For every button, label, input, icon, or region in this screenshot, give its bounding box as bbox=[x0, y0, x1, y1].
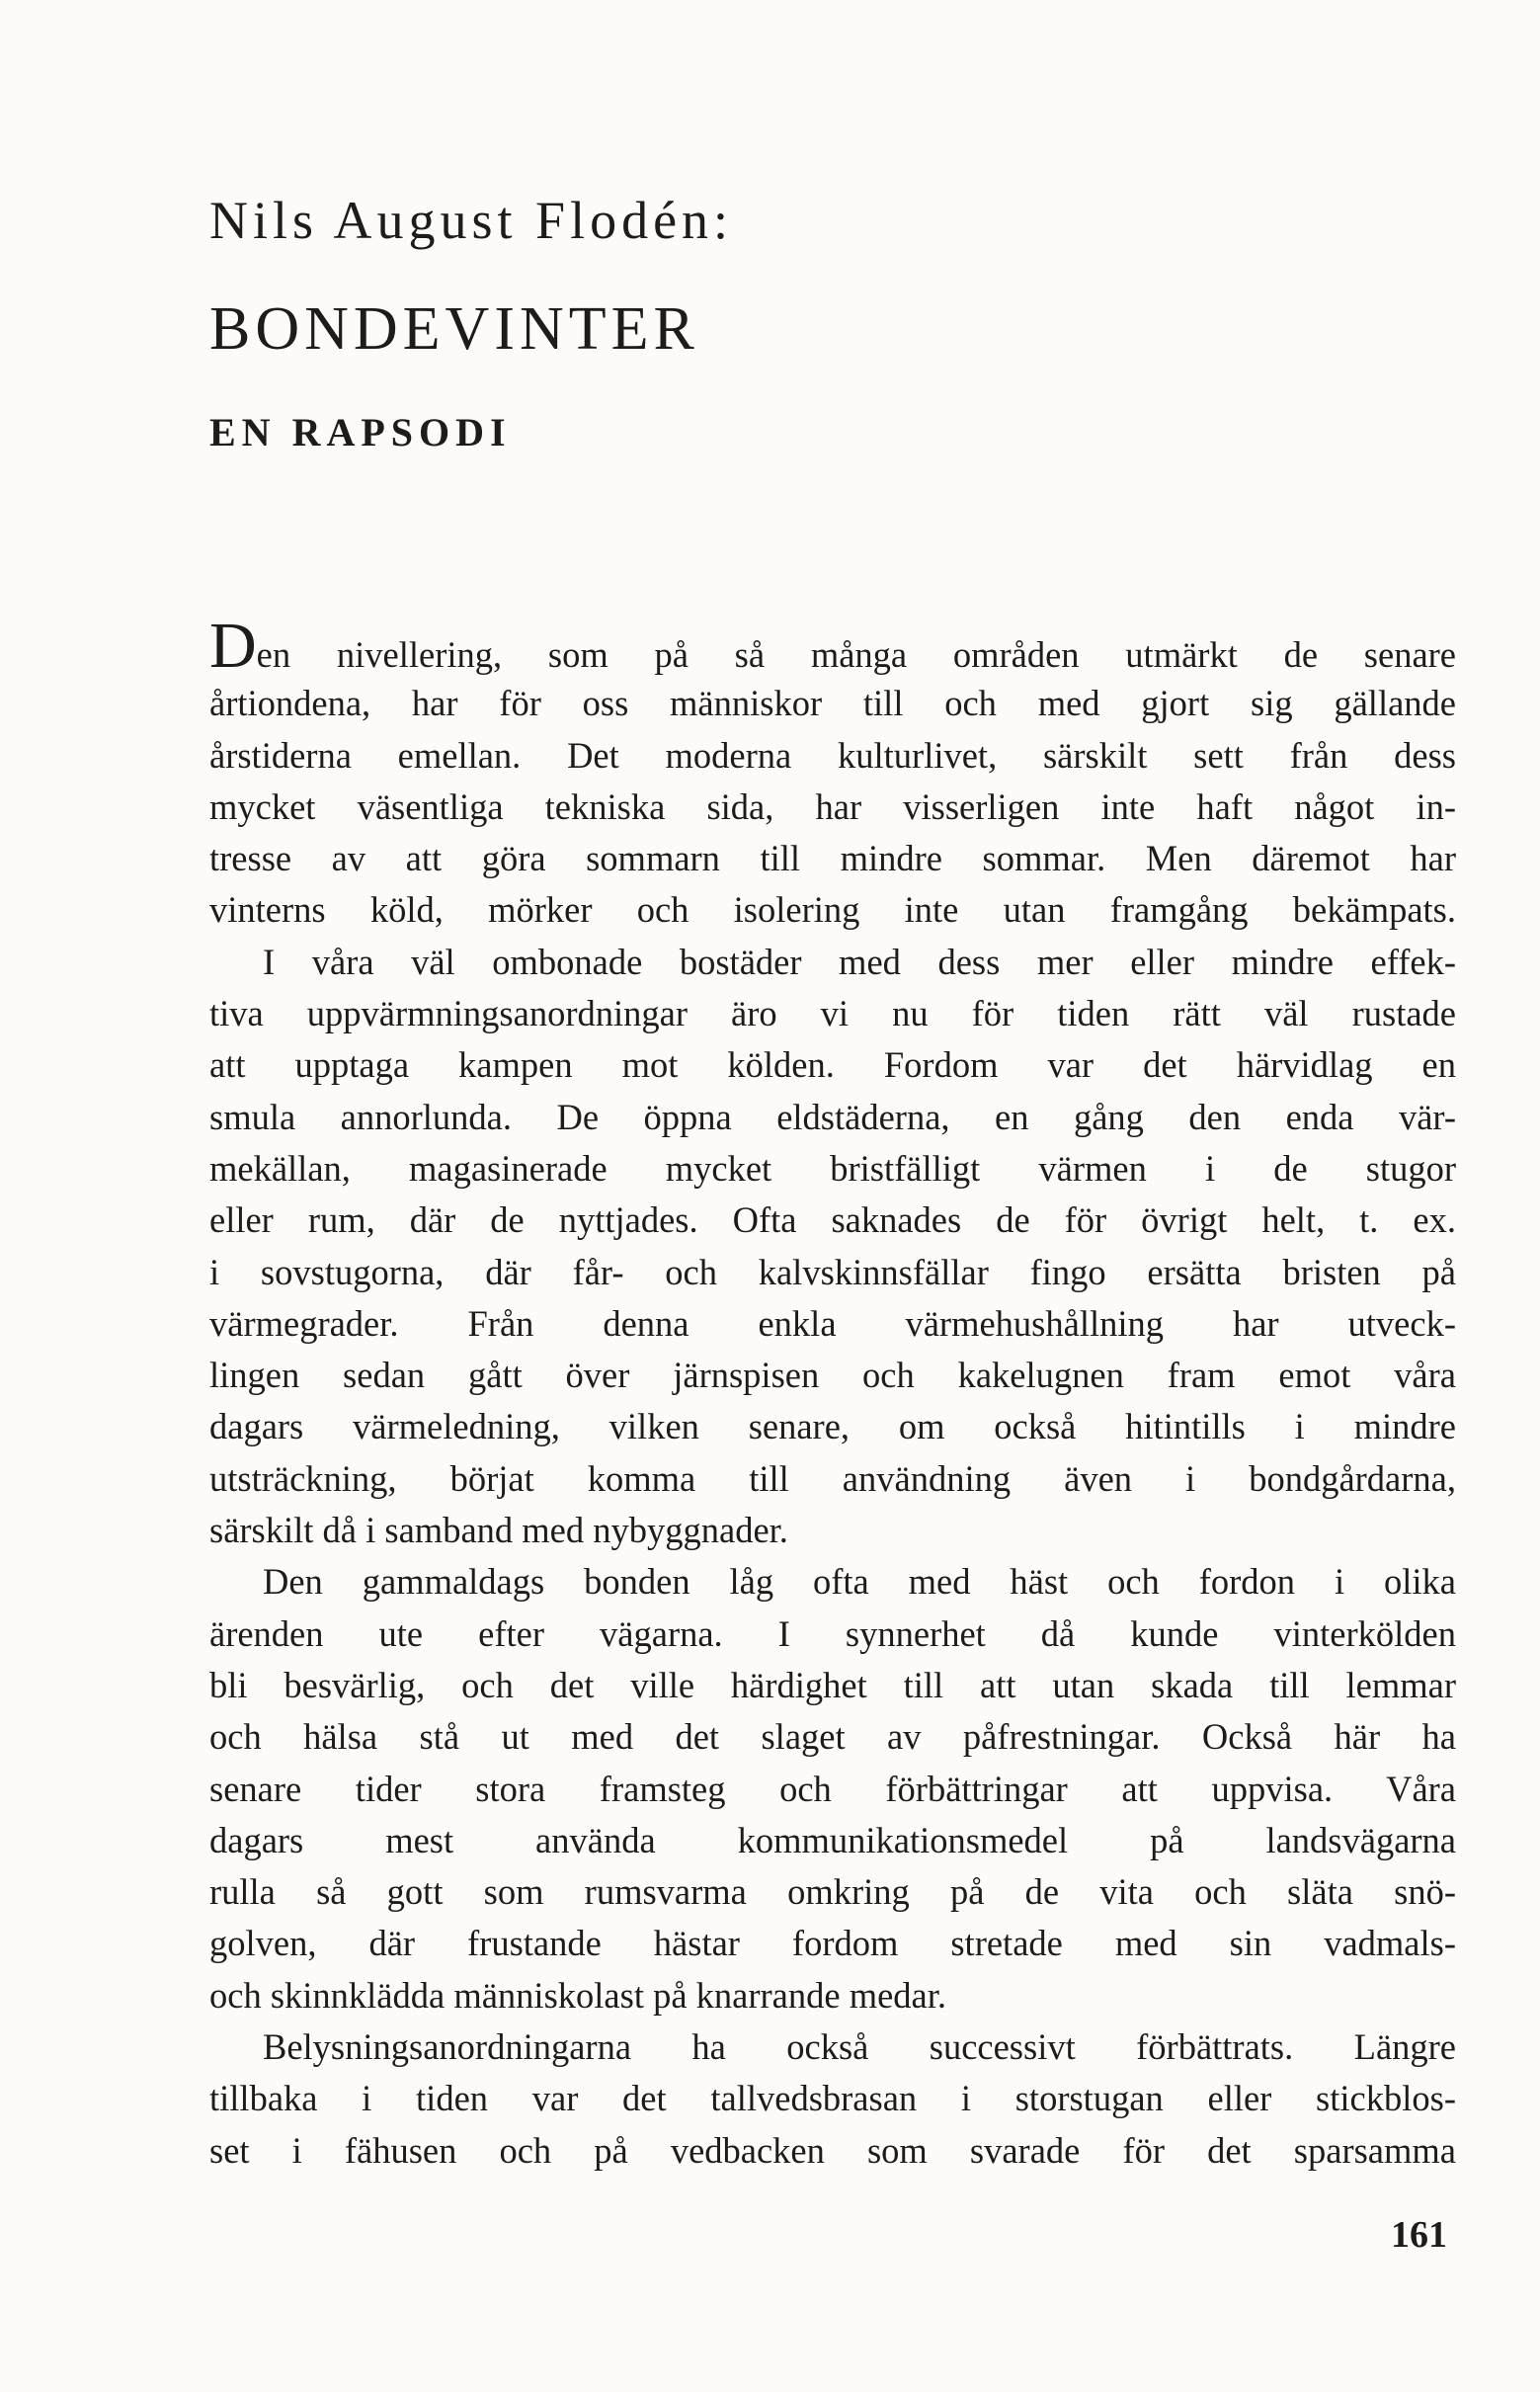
text-line: dagars värmeledning, vilken senare, om också hitintills i mindre bbox=[209, 1406, 1456, 1447]
body-text bbox=[209, 610, 1456, 2177]
text-line: särskilt då i samband med nybyggnader. bbox=[209, 1510, 788, 1551]
text-line: smula annorlunda. De öppna eldstäderna, en gång den enda vär- bbox=[209, 1096, 1456, 1137]
text-line: bli besvärlig, och det ville härdighet till att utan skada till lemmar bbox=[209, 1664, 1456, 1705]
text-line: tillbaka i tiden var det tallvedsbrasan i storstugan eller stickblos- bbox=[209, 2078, 1456, 2119]
page-number: 161 bbox=[1391, 2214, 1447, 2256]
chapter-title: BONDEVINTER bbox=[209, 295, 699, 363]
text-line: värmegrader. Från denna enkla värmehushållning har utveck- bbox=[209, 1302, 1456, 1344]
text-line: och skinnklädda människolast på knarrande medar. bbox=[209, 1974, 947, 2016]
text-line: senare tider stora framsteg och förbättringar att uppvisa. Våra bbox=[209, 1768, 1456, 1809]
text-line-content: en nivellering, som på så många områden utmärkt de senare bbox=[256, 634, 1456, 675]
text-line: att upptaga kampen mot kölden. Fordom var det härvidlag en bbox=[209, 1044, 1456, 1086]
text-line: årtiondena, har för oss människor till och med gjort sig gällande bbox=[209, 683, 1456, 724]
text-line: utsträckning, börjat komma till användning även i bondgårdarna, bbox=[209, 1457, 1456, 1499]
drop-cap: D bbox=[209, 610, 257, 682]
text-line: rulla så gott som rumsvarma omkring på de vita och släta snö- bbox=[209, 1871, 1456, 1913]
text-line: set i fähusen och på vedbacken som svarade för det sparsamma bbox=[209, 2129, 1456, 2171]
text-line: tiva uppvärmningsanordningar äro vi nu för tiden rätt väl rustade bbox=[209, 993, 1456, 1034]
text-line: ärenden ute efter vägarna. I synnerhet då kunde vinterkölden bbox=[209, 1612, 1456, 1654]
text-line: Belysningsanordningarna ha också successivt förbättrats. Längre bbox=[263, 2026, 1456, 2068]
text-line: tresse av att göra sommarn till mindre sommar. Men däremot har bbox=[209, 838, 1456, 879]
text-line: mycket väsentliga tekniska sida, har visserligen inte haft något in- bbox=[209, 785, 1456, 827]
text-line: lingen sedan gått över järnspisen och kakelugnen fram emot våra bbox=[209, 1355, 1456, 1396]
text-line: I våra väl ombonade bostäder med dess mer eller mindre effek- bbox=[263, 941, 1456, 982]
text-line: golven, där frustande hästar fordom stretade med sin vadmals- bbox=[209, 1923, 1456, 1964]
text-line: mekällan, magasinerade mycket bristfälligt värmen i de stugor bbox=[209, 1147, 1456, 1189]
text-line: och hälsa stå ut med det slaget av påfrestningar. Också här ha bbox=[209, 1716, 1456, 1758]
author-heading: Nils August Flodén: bbox=[209, 191, 734, 250]
chapter-subtitle: EN RAPSODI bbox=[209, 410, 512, 454]
text-line: vinterns köld, mörker och isolering inte utan framgång bekämpats. bbox=[209, 889, 1456, 931]
text-line bbox=[209, 610, 1456, 682]
text-line: eller rum, där de nyttjades. Ofta saknades de för övrigt helt, t. ex. bbox=[209, 1199, 1456, 1241]
text-line: årstiderna emellan. Det moderna kulturlivet, särskilt sett från dess bbox=[209, 734, 1456, 776]
text-line: i sovstugorna, där får- och kalvskinnsfällar fingo ersätta bristen på bbox=[209, 1251, 1456, 1292]
text-line: dagars mest använda kommunikationsmedel på landsvägarna bbox=[209, 1819, 1456, 1860]
text-line: Den gammaldags bonden låg ofta med häst och fordon i olika bbox=[263, 1561, 1456, 1603]
